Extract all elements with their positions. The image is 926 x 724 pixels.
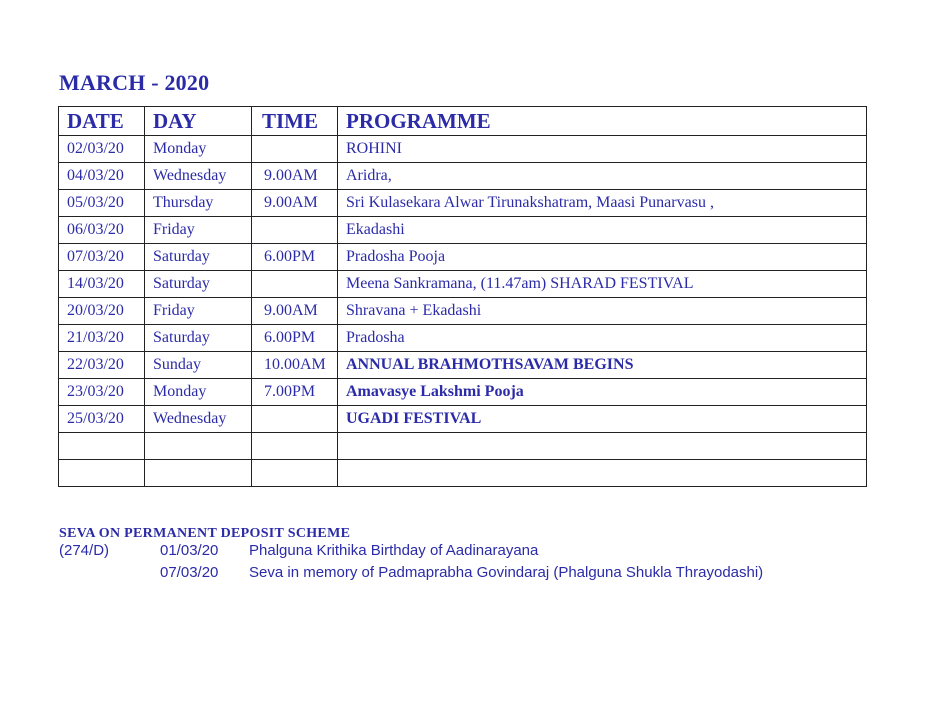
cell-programme: Ekadashi xyxy=(338,217,867,244)
seva-ref: (274/D) xyxy=(59,542,110,559)
seva-date: 01/03/20 xyxy=(160,542,219,559)
cell-programme: Shravana + Ekadashi xyxy=(338,298,867,325)
cell-programme: Aridra, xyxy=(338,163,867,190)
table-row xyxy=(59,298,867,325)
cell-time: 6.00PM xyxy=(252,325,338,352)
cell-time xyxy=(252,406,338,433)
table-row xyxy=(59,136,867,163)
table-row xyxy=(59,190,867,217)
cell-date: 22/03/20 xyxy=(59,352,145,379)
cell-programme: Pradosha Pooja xyxy=(338,244,867,271)
cell-date: 20/03/20 xyxy=(59,298,145,325)
cell-programme xyxy=(338,433,867,460)
cell-time: 9.00AM xyxy=(252,298,338,325)
table-row xyxy=(59,217,867,244)
seva-entry xyxy=(59,564,764,586)
cell-programme: Meena Sankramana, (11.47am) SHARAD FESTIVAL xyxy=(338,271,867,298)
seva-section xyxy=(59,526,764,586)
cell-day: Saturday xyxy=(145,325,252,352)
cell-time xyxy=(252,136,338,163)
cell-time xyxy=(252,271,338,298)
cell-day: Thursday xyxy=(145,190,252,217)
seva-text: Seva in memory of Padmaprabha Govindaraj (Phalguna Shukla Thrayodashi) xyxy=(249,564,764,581)
cell-date: 23/03/20 xyxy=(59,379,145,406)
table-row xyxy=(59,352,867,379)
cell-programme: UGADI FESTIVAL xyxy=(338,406,867,433)
cell-time: 9.00AM xyxy=(252,163,338,190)
cell-programme: Pradosha xyxy=(338,325,867,352)
seva-text: Phalguna Krithika Birthday of Aadinarayana xyxy=(249,542,539,559)
cell-date: 02/03/20 xyxy=(59,136,145,163)
table-row xyxy=(59,271,867,298)
cell-date: 05/03/20 xyxy=(59,190,145,217)
page-title: MARCH - 2020 xyxy=(59,70,210,95)
table-row xyxy=(59,379,867,406)
header-date: DATE xyxy=(59,107,145,136)
table-row xyxy=(59,460,867,487)
cell-day: Friday xyxy=(145,298,252,325)
cell-time: 7.00PM xyxy=(252,379,338,406)
cell-date: 21/03/20 xyxy=(59,325,145,352)
header-day: DAY xyxy=(145,107,252,136)
cell-programme: ANNUAL BRAHMOTHSAVAM BEGINS xyxy=(338,352,867,379)
cell-date xyxy=(59,433,145,460)
cell-programme: Sri Kulasekara Alwar Tirunakshatram, Maasi Punarvasu , xyxy=(338,190,867,217)
header-programme: PROGRAMME xyxy=(338,107,867,136)
table-header-row xyxy=(59,107,867,136)
table-row xyxy=(59,433,867,460)
cell-day: Wednesday xyxy=(145,163,252,190)
cell-date: 04/03/20 xyxy=(59,163,145,190)
cell-day: Wednesday xyxy=(145,406,252,433)
cell-date xyxy=(59,460,145,487)
cell-date: 14/03/20 xyxy=(59,271,145,298)
schedule-table xyxy=(58,106,867,487)
cell-date: 25/03/20 xyxy=(59,406,145,433)
cell-date: 07/03/20 xyxy=(59,244,145,271)
cell-time: 10.00AM xyxy=(252,352,338,379)
table-row xyxy=(59,325,867,352)
seva-heading: SEVA ON PERMANENT DEPOSIT SCHEME xyxy=(59,526,351,541)
cell-date: 06/03/20 xyxy=(59,217,145,244)
table-row xyxy=(59,163,867,190)
table-row xyxy=(59,244,867,271)
cell-time: 9.00AM xyxy=(252,190,338,217)
cell-time xyxy=(252,217,338,244)
cell-programme: ROHINI xyxy=(338,136,867,163)
cell-programme xyxy=(338,460,867,487)
cell-day: Sunday xyxy=(145,352,252,379)
cell-time: 6.00PM xyxy=(252,244,338,271)
cell-day xyxy=(145,460,252,487)
header-time: TIME xyxy=(252,107,338,136)
cell-time xyxy=(252,433,338,460)
cell-day: Saturday xyxy=(145,271,252,298)
cell-day: Saturday xyxy=(145,244,252,271)
cell-day: Monday xyxy=(145,379,252,406)
cell-programme: Amavasye Lakshmi Pooja xyxy=(338,379,867,406)
seva-entry xyxy=(59,542,539,564)
cell-day: Monday xyxy=(145,136,252,163)
table-row xyxy=(59,406,867,433)
cell-day: Friday xyxy=(145,217,252,244)
cell-day xyxy=(145,433,252,460)
cell-time xyxy=(252,460,338,487)
seva-date: 07/03/20 xyxy=(160,564,219,581)
